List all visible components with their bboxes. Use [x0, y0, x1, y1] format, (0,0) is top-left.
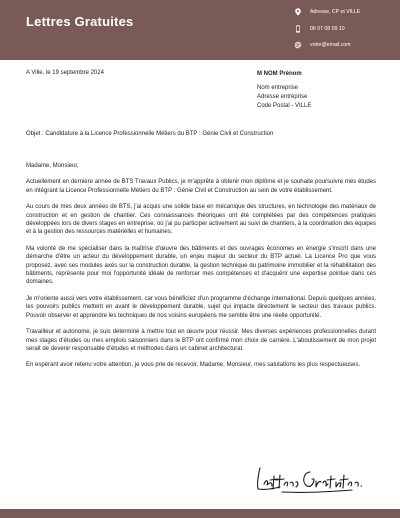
recipient-block	[257, 70, 311, 111]
salutation: Madame, Monsieur,	[26, 163, 79, 169]
footer-bar	[0, 509, 400, 518]
at-sign-icon	[294, 41, 302, 49]
location-pin-icon	[294, 8, 302, 16]
handwritten-signature	[252, 462, 372, 496]
phone-icon	[294, 25, 302, 33]
contact-address	[294, 5, 360, 19]
recipient-address: Adresse entreprise	[257, 94, 308, 100]
email-link[interactable]: votre@email.com	[310, 42, 351, 48]
contact-phone	[294, 22, 345, 36]
paragraph-1: Actuellement en dernière année de BTS Travaux Publics, je m'apprête à obtenir mon diplôme et je souhaite poursuivre mes études en intégrant la Licence Professionnelle Métiers du BTP : Génie Civil et Construction au sein de votre établissement.	[26, 179, 376, 194]
brand-title: Lettres Gratuites	[26, 14, 134, 29]
address-text: Adresse, CP et VILLE	[310, 9, 361, 15]
phone-text: 06 07 08 09 10	[310, 26, 345, 32]
letter-body	[26, 162, 376, 378]
letter-date: A Ville, le 19 septembre 2024	[26, 70, 104, 76]
recipient-postal: Code Postal - VILLE	[257, 103, 312, 109]
paragraph-5: Travailleur et autonome, je suis déterminé à mettre tout en œuvre pour réussir. Mes diverses expériences professionnelles durant mes stages d'études ou mes emplois saisonniers dans le BTP ont confirmé mon choix de carrière. L'aboutissement de mon projet serait de devenir responsable d'études et méthodes dans un cabinet architectural.	[26, 329, 376, 352]
paragraph-2: Au cours de mes deux années de BTS, j'ai acquis une solide base en mécanique des structures, en technologie des matériaux de construction et en gestion de chantier. Ces connaissances théoriques ont été complétées par des compétences pratiques développées lors de divers stages en entreprise, où j'ai pu participer activement au suivi de chantiers, à la coordination des équipes et à la gestion des ressources matérielles et humaines.	[26, 204, 376, 236]
letter-object: Objet : Candidature à la Licence Professionnelle Métiers du BTP : Génie Civil et Construction	[26, 131, 274, 137]
contact-email	[294, 38, 350, 52]
recipient-name: M NOM Prénom	[257, 71, 302, 77]
paragraph-3: Ma volonté de me spécialiser dans la maîtrise d'œuvre des bâtiments et des ouvrages économes en énergie s'inscrit dans une démarche d'être un acteur du développement durable, un enjeu majeur du secteur du BTP actuel. La Licence Pro que vous proposez, avec ses modules axés sur la construction durable, la gestion technique du patrimoine immobilier et la réhabilitation des bâtiments, représente pour moi l'opportunité idéale de renforcer mes compétences et d'acquérir une expertise pointue dans ces domaines.	[26, 245, 376, 286]
header-bar	[0, 0, 400, 60]
paragraph-4: Je m'oriente aussi vers votre établissement, car vous bénéficiez d'un programme d'échange international. Depuis quelques années, les pouvoirs publics mettent en avant le développement durable, sujet qui impacte directement le secteur des travaux publics. Pouvoir observer et apprendre les techniques de nos voisins européens me semble être une réelle opportunité.	[26, 295, 376, 319]
paragraph-6: En espérant avoir retenu votre attention, je vous prie de recevoir, Madame, Monsieur, mes salutations les plus respectueuses.	[26, 362, 361, 369]
recipient-company: Nom entreprise	[257, 85, 299, 91]
